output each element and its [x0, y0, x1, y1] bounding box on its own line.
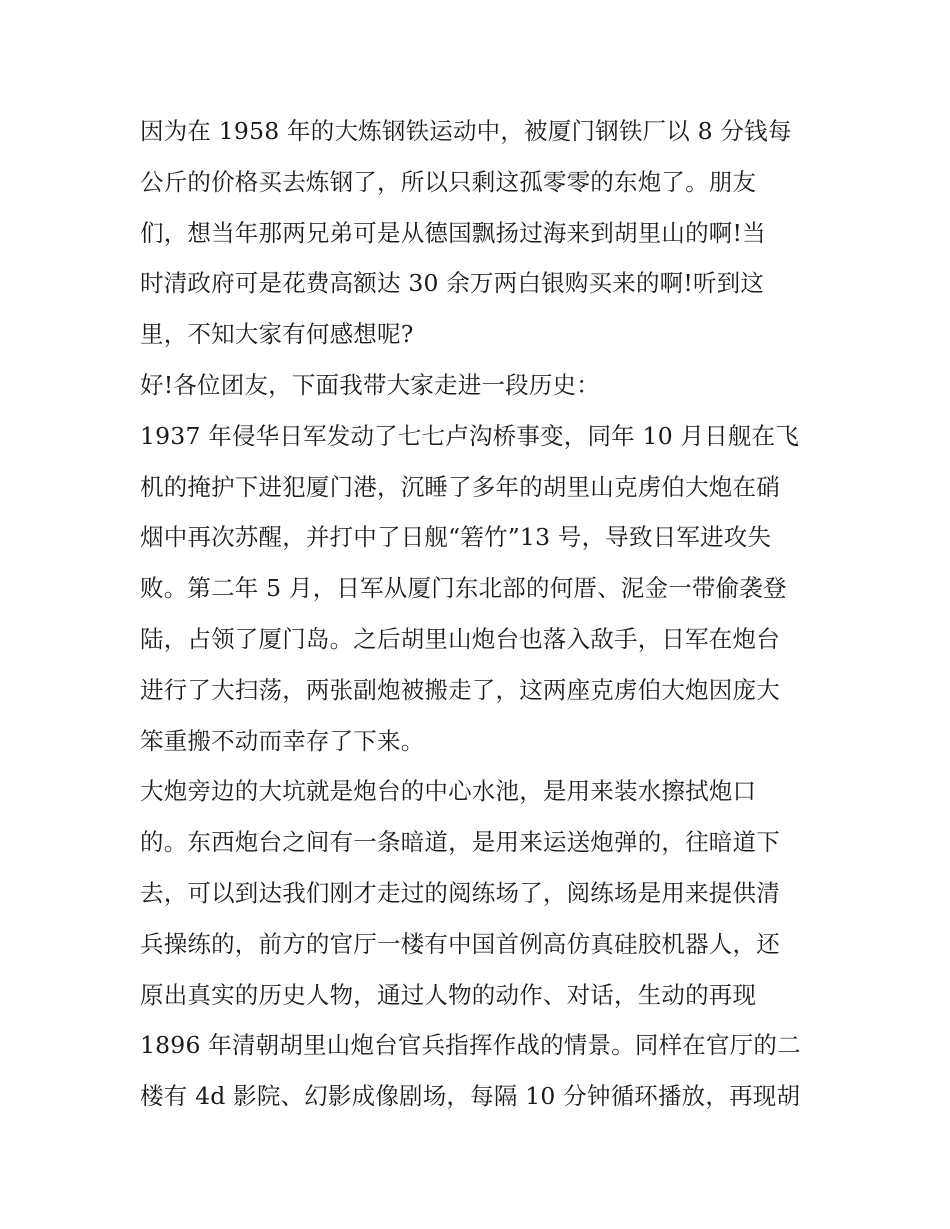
text-line: 机的掩护下进犯厦门港，沉睡了多年的胡里山克虏伯大炮在硝 — [140, 472, 780, 501]
text-line: 公斤的价格买去炼钢了，所以只剩这孤零零的东炮了。朋友 — [140, 167, 757, 196]
text-line: 好!各位团友，下面我带大家走进一段历史： — [140, 370, 600, 399]
text-line: 里，不知大家有何感想呢? — [140, 320, 414, 349]
text-line: 因为在 1958 年的大炼钢铁运动中，被厦门钢铁厂以 8 分钱每 — [140, 117, 792, 145]
text-line: 进行了大扫荡，两张副炮被搬走了，这两座克虏伯大炮因庞大 — [140, 675, 780, 704]
text-line: 们，想当年那两兄弟可是从德国飘扬过海来到胡里山的啊!当 — [140, 218, 766, 247]
text-line: 败。第二年 5 月，日军从厦门东北部的何厝、泥金一带偷袭登 — [140, 574, 787, 603]
text-line: 大炮旁边的大坑就是炮台的中心水池，是用来装水擦拭炮口 — [140, 777, 757, 806]
body-text — [140, 106, 812, 1122]
text-line: 陆，占领了厦门岛。之后胡里山炮台也落入敌手，日军在炮台 — [140, 624, 780, 653]
text-line: 1937 年侵华日军发动了七七卢沟桥事变，同年 10 月日舰在飞 — [140, 421, 800, 450]
text-line: 时清政府可是花费高额达 30 余万两白银购买来的啊!听到这 — [140, 269, 765, 298]
text-line: 的。东西炮台之间有一条暗道，是用来运送炮弹的，往暗道下 — [140, 828, 780, 857]
text-line: 兵操练的，前方的官厅一楼有中国首例高仿真硅胶机器人，还 — [140, 929, 780, 958]
text-line: 去，可以到达我们刚才走过的阅练场了，阅练场是用来提供清 — [140, 878, 780, 907]
text-line: 1896 年清朝胡里山炮台官兵指挥作战的情景。同样在官厅的二 — [140, 1031, 801, 1060]
text-line: 烟中再次苏醒，并打中了日舰“箬竹”13 号，导致日军进攻失 — [140, 523, 772, 552]
text-line: 楼有 4d 影院、幻影成像剧场，每隔 10 分钟循环播放，再现胡 — [140, 1082, 801, 1111]
text-line: 笨重搬不动而幸存了下来。 — [140, 726, 425, 755]
text-line: 原出真实的历史人物，通过人物的动作、对话，生动的再现 — [140, 980, 757, 1009]
